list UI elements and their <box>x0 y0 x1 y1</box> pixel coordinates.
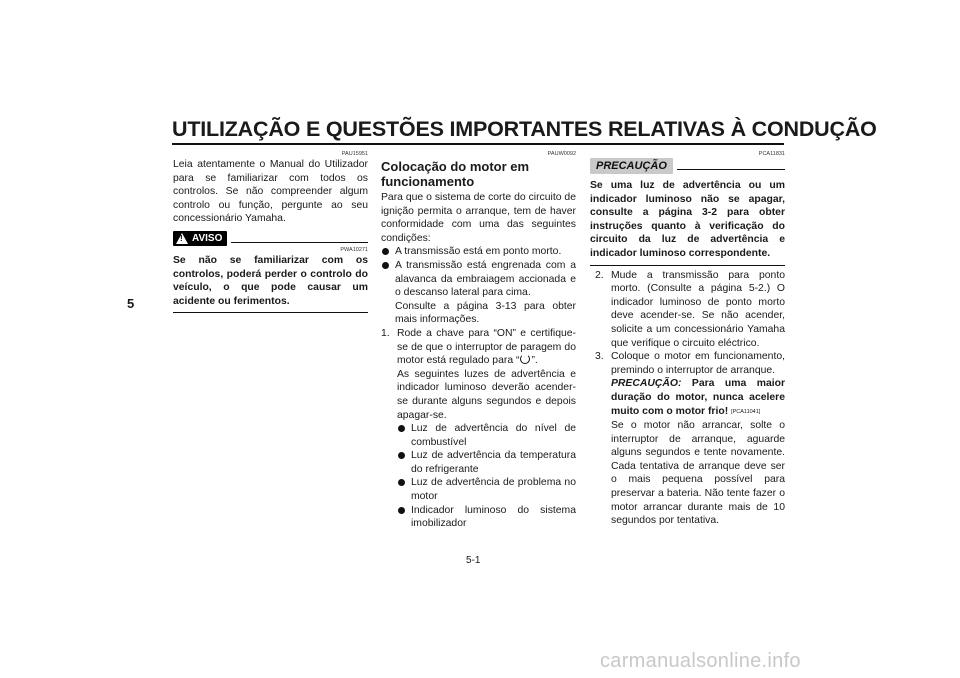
column-3 <box>590 150 785 528</box>
intro-paragraph: Leia atentamente o Manual do Utilizador para se familiarizar com todos os controlos. Se não compreender algum controlo ou função, pergunte ao seu concessionário Yamaha. <box>173 159 368 225</box>
warning-text: Se não se familiarizar com os controlos, poderá perder o controlo do veículo, o que pode causar um acidente ou ferimentos. <box>173 254 368 307</box>
section-code: PAU15951 <box>341 151 368 157</box>
list-item: Luz de advertência do nível de combustível <box>397 422 576 449</box>
step-text-a: Rode a chave para “ON” e certifique-se de que o interruptor de paragem do motor está regulado para “ <box>397 327 576 367</box>
caution-end-rule <box>590 265 785 266</box>
list-item: Luz de advertência de problema no motor <box>397 476 576 503</box>
list-item: A transmissão está engrenada com a alavanca da embraiagem accionada e o descanso lateral para cima. <box>381 259 576 300</box>
step-subtext: As seguintes luzes de advertência e indicador luminoso deverão acender-se durante alguns segundos e depois apagar-se. <box>397 368 576 421</box>
section-heading: Colocação do motor em funcionamento <box>381 159 530 189</box>
bullet-note: Consulte a página 3-13 para obter mais informações. <box>395 300 576 326</box>
step-caution <box>611 377 785 419</box>
warning-code: PWA10271 <box>340 246 368 253</box>
step-text-2: Se o motor não arrancar, solte o interruptor de arranque, aguarde alguns segundos e tente novamente. Cada tentativa de arranque deve ser o mais pequena possível para preservar a bateria. Não tente fazer o motor arrancar durante mais de 10 segundos por tentativa. <box>611 420 785 527</box>
step-caution-label: PRECAUÇÃO: <box>611 378 682 390</box>
conditions-intro: Para que o sistema de corte do circuito de ignição permita o arranque, tem de haver conformidade com uma das seguintes condições: <box>381 192 576 244</box>
warning-label: AVISO <box>192 232 223 244</box>
caution-rule <box>677 169 785 170</box>
list-item: Luz de advertência da temperatura do refrigerante <box>397 449 576 476</box>
list-item: A transmissão está em ponto morto. <box>381 245 576 259</box>
title-underline <box>172 143 784 145</box>
step-number: 1. <box>381 327 390 339</box>
step-text: Coloque o motor em funcionamento, premindo o interruptor de arranque. <box>611 351 785 376</box>
warning-end-rule <box>173 312 368 313</box>
step-text-b: ”. <box>531 355 538 367</box>
column-2 <box>381 150 576 531</box>
watermark: carmanualsonline.info <box>600 650 801 672</box>
step-caution-code: [PCA11041] <box>731 408 761 415</box>
caution-text: Se uma luz de advertência ou um indicador luminoso não se apagar, consulte a página 3-2 para obter instruções quanto à verificação do circuito da luz de advertência e indicador luminoso correspondente. <box>590 180 785 259</box>
lights-list <box>397 422 576 531</box>
page-number: 5-1 <box>466 555 481 566</box>
step-caution-text: Para uma maior duração do motor, nunca acelere muito com o motor frio! <box>611 378 786 417</box>
step-number: 3. <box>595 351 604 363</box>
step-1 <box>381 327 576 531</box>
step-number: 2. <box>595 269 604 281</box>
section-code: PAUW0092 <box>547 151 576 157</box>
warning-triangle-icon <box>176 233 188 244</box>
list-item: Indicador luminoso do sistema imobilizador <box>397 504 576 531</box>
step-2 <box>590 269 785 351</box>
step-text: Mude a transmissão para ponto morto. (Consulte a página 5-2.) O indicador luminoso de ponto morto deve acender-se. Se não acender, solicite a um concessionário Yamaha que verifique o circuito eléctrico. <box>611 269 785 349</box>
warning-header <box>173 231 368 246</box>
engine-stop-run-icon <box>520 354 530 364</box>
caution-badge: PRECAUÇÃO <box>590 158 673 174</box>
caution-header <box>590 158 785 173</box>
caution-code: PCA11831 <box>758 151 785 157</box>
page-title: UTILIZAÇÃO E QUESTÕES IMPORTANTES RELATIVAS À CONDUÇÃO <box>172 117 877 141</box>
step-text <box>397 327 576 368</box>
step-3 <box>590 350 785 528</box>
conditions-list <box>381 245 576 299</box>
warning-rule <box>231 242 368 243</box>
column-1 <box>173 150 368 313</box>
warning-badge <box>173 231 227 246</box>
chapter-tab: 5 <box>127 296 135 311</box>
